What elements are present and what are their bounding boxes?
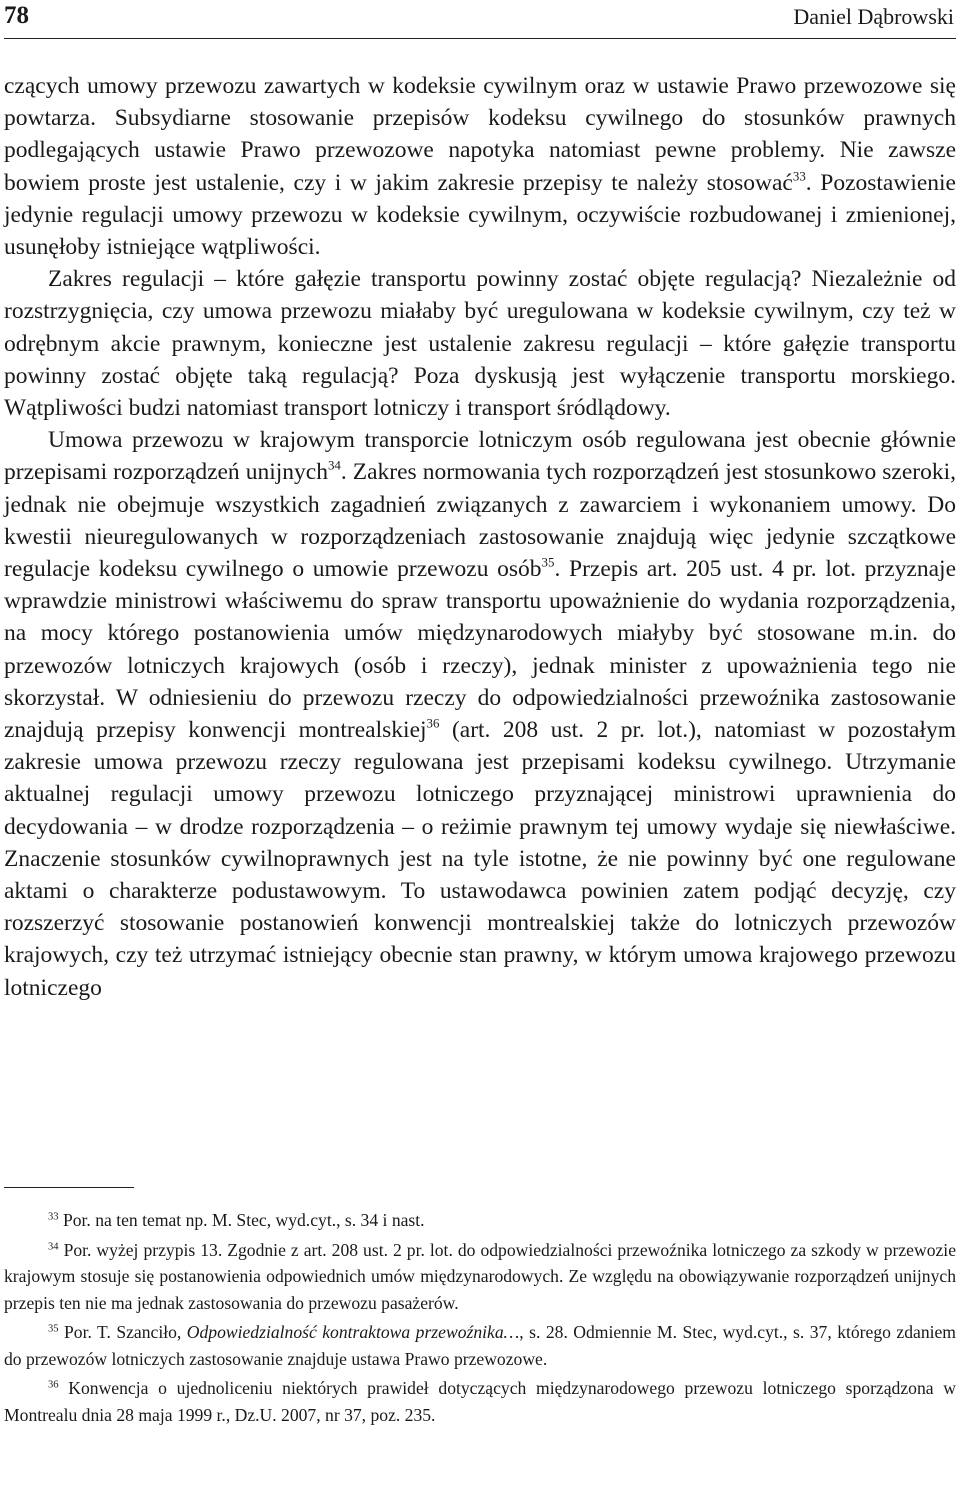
footnote-ref: 34 xyxy=(327,457,341,473)
footnote-number: 35 xyxy=(48,1323,59,1335)
footnote-text: Por. T. Szanciło, xyxy=(64,1322,187,1342)
page-number: 78 xyxy=(4,2,29,29)
footnote-separator xyxy=(4,1187,134,1188)
footnote-number: 36 xyxy=(48,1379,59,1391)
paragraph xyxy=(4,70,956,263)
footnote-ref: 36 xyxy=(426,715,440,731)
paragraph-text: (art. 208 ust. 2 pr. lot.), natomiast w pozostałym zakresie umowa przewozu rzeczy regulowana jest przepisami kodeksu cywilnego. Utrzymanie aktualnej regulacji umowy przewozu lotniczego przyznającej ministrowi uprawnienia do decydowania – w drodze rozporządzenia – o reżimie prawnym tej umowy wydaje się niewłaściwe. Znaczenie stosunków cywilnoprawnych jest na tyle istotne, że nie powinny być one regulowane aktami o charakterze podustawowym. To ustawodawca powinien zatem podjąć decyzję, czy rozszerzyć stosowanie postanowień konwencji montrealskiej także do lotniczych przewozów krajowych, czy też utrzymać istniejący obecnie stan prawny, w którym umowa krajowego przewozu lotniczego xyxy=(4,717,956,1001)
footnote-text: Por. wyżej przypis 13. Zgodnie z art. 208 ust. 2 pr. lot. do odpowiedzialności przewoźnika lotniczego za szkody w przewozie krajowym stosuje się postanowienia odpowiednich umów międzynarodowych. Ze względu na obowiązywanie rozporządzeń unijnych przepis ten nie ma jednak zastosowania do przewozu pasażerów. xyxy=(4,1239,956,1313)
footnote-text: Por. na ten temat np. M. Stec, wyd.cyt., s. 34 i nast. xyxy=(62,1210,425,1230)
footnote-number: 33 xyxy=(48,1211,59,1223)
footnote-number: 34 xyxy=(48,1241,59,1253)
footnote xyxy=(4,1375,956,1428)
footnotes xyxy=(4,1207,956,1431)
footnote-text: Konwencja o ujednoliceniu niektórych prawideł dotyczących międzynarodowego przewozu lotniczego sporządzona w Montrealu dnia 28 maja 1999 r., Dz.U. 2007, nr 37, poz. 235. xyxy=(4,1378,956,1425)
footnote-text: , s. 28. Odmiennie M. Stec, wyd.cyt., s. 37, którego zdaniem do przewozów lotniczych zastosowanie znajduje ustawa Prawo przewozowe. xyxy=(4,1322,956,1369)
main-text xyxy=(4,70,956,1004)
paragraph-text: . Pozostawienie jedynie regulacji umowy przewozu w kodeksie cywilnym, oczywiście rozbudowanej i zmienionej, usunęłoby istniejące wątpliwości. xyxy=(4,169,956,261)
paragraph-text: . Zakres normowania tych rozporządzeń jest stosunkowo szeroki, jednak nie obejmuje wszystkich zagadnień związanych z zawarciem i wykonaniem umowy. Do kwestii nieuregulowanych w rozporządzeniach zastosowanie znajdują więc jedynie szczątkowe regulacje kodeksu cywilnego o umowie przewozu osób xyxy=(4,459,956,583)
paragraph: Zakres regulacji – które gałęzie transportu powinny zostać objęte regulacją? Niezależnie od rozstrzygnięcia, czy umowa przewozu miałaby być uregulowana w kodeksie cywilnym, czy też w odrębnym akcie prawnym, konieczne jest ustalenie zakresu regulacji – które gałęzie transportu powinny zostać objęte taką regulacją? Poza dyskusją jest wyłączenie transportu morskiego. Wątpliwości budzi natomiast transport lotniczy i transport śródlądowy. xyxy=(4,266,956,422)
paragraph-text: . Przepis art. 205 ust. 4 pr. lot. przyznaje wprawdzie ministrowi właściwemu do spraw transportu upoważnienie do wydania rozporządzenia, na mocy którego postanowienia umów międzynarodowych miałyby być stosowane m.in. do przewozów lotniczych krajowych (osób i rzeczy), jednak minister z upoważnienia tego nie skorzystał. W odniesieniu do przewozu rzeczy do odpowiedzialności przewoźnika zastosowanie znajdują przepisy konwencji montrealskiej xyxy=(4,556,956,744)
page-header xyxy=(4,0,956,39)
running-head-author: Daniel Dąbrowski xyxy=(793,4,954,29)
cited-title: Odpowiedzialność kontraktowa przewoźnika… xyxy=(186,1322,520,1342)
footnote xyxy=(4,1319,956,1372)
footnote xyxy=(4,1237,956,1317)
footnote-ref: 33 xyxy=(792,167,806,183)
footnote-ref: 35 xyxy=(541,554,555,570)
paragraph-text: Umowa przewozu w krajowym transporcie lotniczym osób regulowana jest obecnie głównie przepisami rozporządzeń unijnych xyxy=(4,427,956,486)
paragraph xyxy=(4,424,956,1004)
footnote xyxy=(4,1207,956,1234)
paragraph-text: czących umowy przewozu zawartych w kodeksie cywilnym oraz w ustawie Prawo przewozowe się powtarza. Subsydiarne stosowanie przepisów kodeksu cywilnego do stosunków prawnych podlegających ustawie Prawo przewozowe napotyka natomiast pewne problemy. Nie zawsze bowiem proste jest ustalenie, czy i w jakim zakresie przepisy te należy stosować xyxy=(4,73,956,196)
